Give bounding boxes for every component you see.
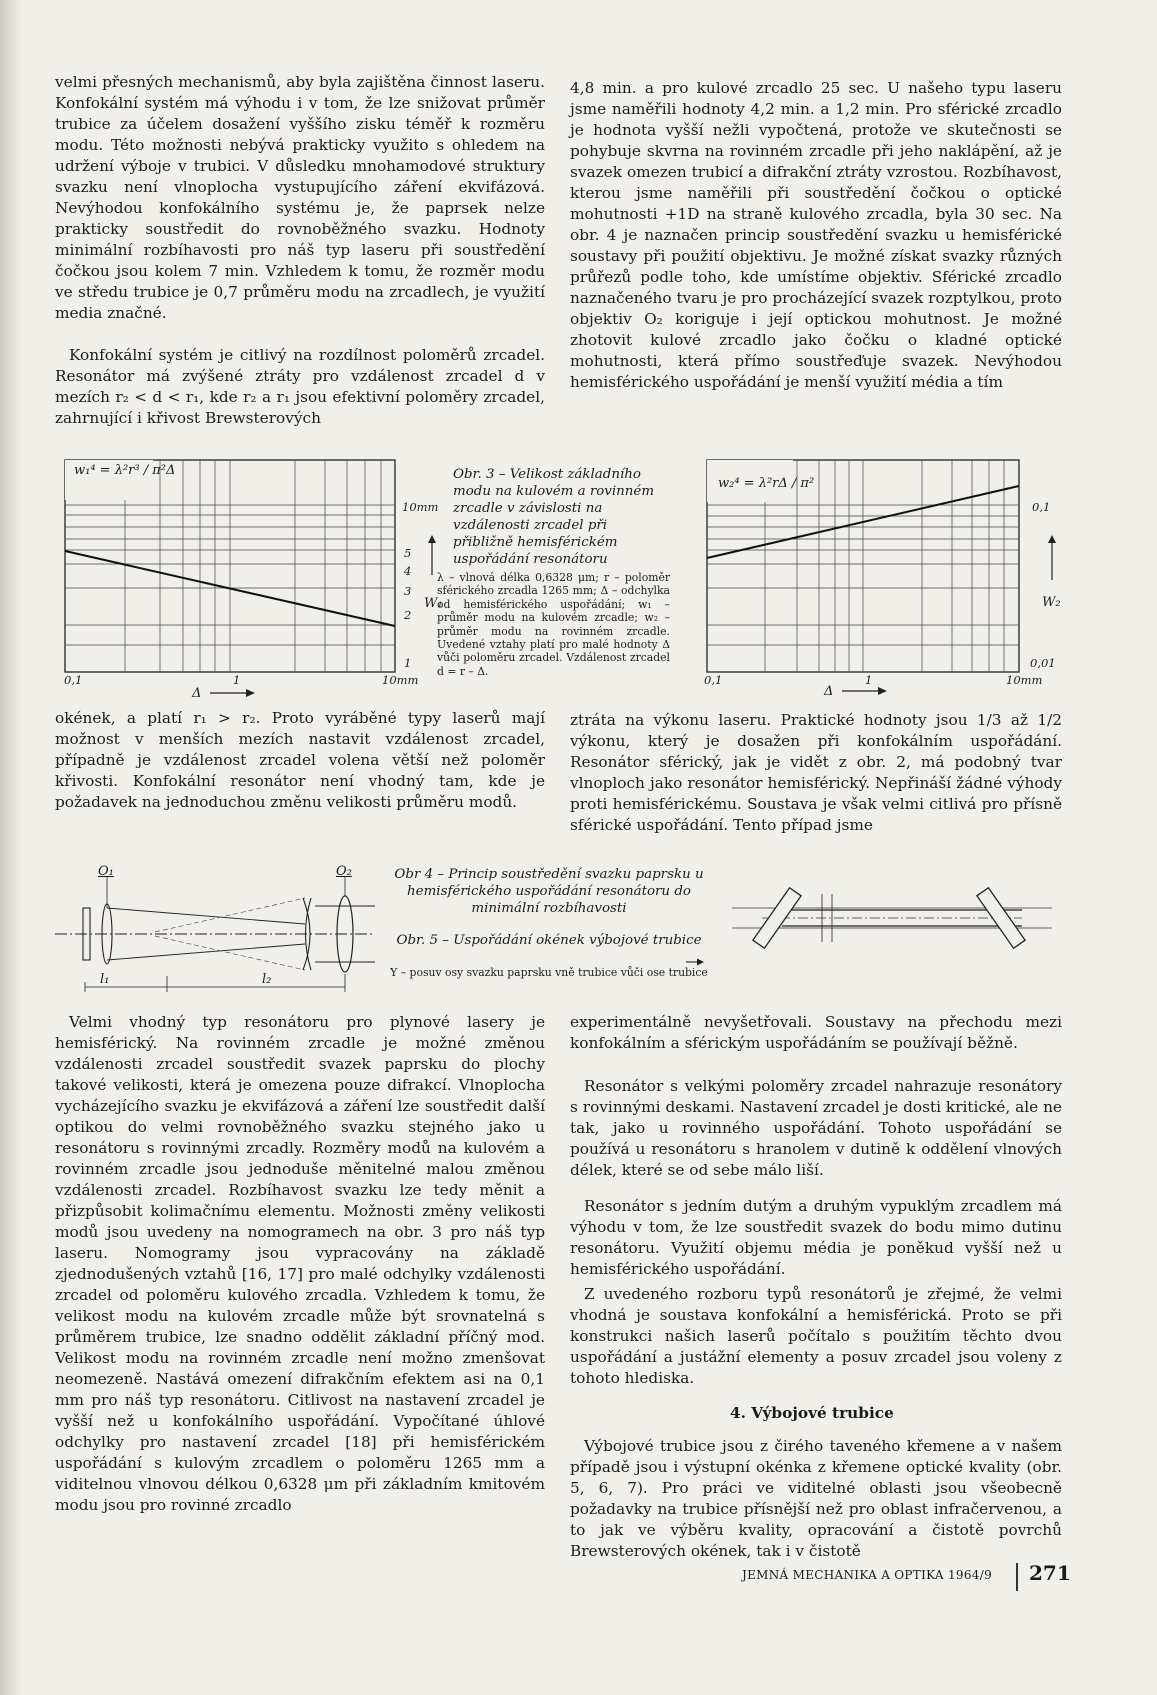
fig3-left-xlabel: Δ [192,686,202,701]
fig3-right-right-arrow [842,686,887,696]
journal-footer: JEMNÁ MECHANIKA A OPTIKA 1964/9 [742,1568,993,1582]
fig3-caption: Obr. 3 – Velikost základního modu na kulovém a rovinném zrcadle v závislosti na vzdálenosti zrcadel při přibližně hemisférickém uspořádání resonátoru [453,467,655,567]
fig3-left-right-arrow [210,688,255,698]
footer-divider [1016,1563,1018,1591]
section-heading: 4. Výbojové trubice [730,1404,894,1422]
fig4-caption: Obr 4 – Princip soustředění svazku paprsku u hemisférického uspořádání resonátoru do minimální rozbíhavosti [394,867,704,916]
fig3-left-xtick-0: 0,1 [64,673,83,687]
fig3-left-xtick-1: 1 [233,673,241,687]
left-paragraph-1: velmi přesných mechanismů, aby byla zajištěna činnost laseru. Konfokální systém má výhodu i v tom, že lze snižovat průměr trubice za účelem dosažení vyššího zisku téměř k rozměru modu. Této možnosti nebývá prakticky využito s ohledem na udržení výboje v trubici. V důsledku mnohamodové struktury svazku není vlnoplocha vystupujícího záření ekvifázová. Nevýhodou konfokálního systému je, že paprsek nelze prakticky soustředit do rovnoběžného svazku. Hodnoty minimální rozbíhavosti pro náš typ laseru při soustředění čočkou jsou kolem 7 min. Vzhledem k tomu, že rozměr modu ve středu trubice je 0,7 průměru modu na zrcadlech, je využití media značné. [55,73,545,322]
fig3-formula-right: w₂⁴ = λ²rΔ / π² [718,476,815,491]
right-paragraph-5: Resonátor s jedním dutým a druhým vypuklým zrcadlem má výhodu v tom, že lze soustředit svazek do bodu mimo dutinu resonátoru. Využití objemu média je poněkud vyšší než u hemisférického uspořádání. [570,1197,1062,1278]
fig3-left-ytick-1: 5 [404,546,412,560]
fig5-note: Y – posuv osy svazku paprsku vně trubice vůči ose trubice [390,966,708,979]
fig3-left-nomogram [65,460,395,672]
right-paragraph-6: Z uvedeného rozboru typů resonátorů je zřejmé, že velmi vhodná je soustava konfokální a hemisférická. Proto se při konstrukci našich laserů počítalo s použitím těchto dvou uspořádání a justážní elementy a posuv zrcadel jsou voleny z tohoto hlediska. [570,1285,1062,1387]
fig3-left-ytick-4: 2 [404,608,412,622]
fig3-left-ytick-3: 3 [404,584,412,598]
left-paragraph-4: Velmi vhodný typ resonátoru pro plynové lasery je hemisférický. Na rovinném zrcadle je možné změnou vzdálenosti zrcadel soustředit svazek paprsku do plochy takové velikosti, která je omezena pouze difrakcí. Vlnoplocha vycházejícího svazku je ekvifázová a záření lze soustředit další optikou do velmi rovnoběžného svazku stejného jako u resonátoru s rovinnými zrcadly. Rozměry modů na kulovém a rovinném zrcadle jsou jednoduše měnitelné malou změnou vzdálenosti zrcadel. Rozbíhavost svazku lze tedy měnit a přizpůsobit kolimačnímu elementu. Možnosti změny velikosti modů jsou uvedeny na nomogramech na obr. 3 pro náš typ laseru. Nomogramy jsou vypracovány na základě zjednodušených vztahů [16, 17] pro malé odchylky vzdálenosti zrcadel od poloměru kulového zrcadla. Vzhledem k tomu, že velikost modu na kulovém zrcadle může být srovnatelná s průměrem trubice, lze snadno oddělit základní příčný mod. Velikost modu na rovinném zrcadle není možno zmenšovat neomezeně. Nastává omezení difrakčním efektem asi na 0,1 mm pro náš typ resonátoru. Citlivost na nastavení zrcadel je vyšší než u konfokálního uspořádání. Vypočítané úhlové odchylky pro nastavení zrcadel [18] při hemisférickém uspořádání s kulovým zrcadlem o poloměru 1265 mm a viditelnou vlnovou délkou 0,6328 μm při základním kmitovém modu jsou pro rovinné zrcadlo [55,1013,545,1514]
fig5-caption: Obr. 5 – Uspořádání okének výbojové trubice [396,933,702,948]
fig3-right-up-arrow [1048,535,1056,580]
right-paragraph-7: Výbojové trubice jsou z čirého taveného křemene a v našem případě jsou i výstupní okénka z křemene optické kvality (obr. 5, 6, 7). Pro práci ve viditelné oblasti jsou všeobecně požadavky na trubice přísnější než pro oblast infračervenou, a to jak ve výběru kvality, opracování a čistotě povrchů Brewsterových okének, tak i v čistotě [570,1437,1062,1560]
fig3-right-ylabel: W₂ [1042,595,1061,610]
fig3-note: λ – vlnová délka 0,6328 μm; r – poloměr sférického zrcadla 1265 mm; Δ – odchylka od hemisférického uspořádání; w₁ – průměr modu na kulovém zrcadle; w₂ – průměr modu na rovinném zrcadle. Uvedené vztahy platí pro malé hodnoty Δ vůči poloměru zrcadel. Vzdálenost zrcadel d = r – Δ. [437,571,670,678]
fig4-label-o2: O₂ [336,864,352,879]
right-paragraph-4: Resonátor s velkými poloměry zrcadel nahrazuje resonátory s rovinnými deskami. Nastavení zrcadel je dosti kritické, ale ne tak, jako u rovinného uspořádání. Tohoto uspořádání se používá u resonátoru s hranolem v dutině k oddělení vlnových délek, které se od sebe málo liší. [570,1077,1062,1179]
fig3-right-xtick-2: 10mm [1006,673,1043,687]
fig3-right-nomogram [707,460,1019,672]
right-paragraph-3: experimentálně nevyšetřovali. Soustavy na přechodu mezi konfokálním a sférickým uspořádáním se používají běžně. [570,1013,1062,1052]
fig3-left-up-arrow [428,535,436,575]
fig3-left-xtick-2: 10mm [382,673,419,687]
left-paragraph-3: okének, a platí r₁ > r₂. Proto vyráběné typy laserů mají možnost v menších mezích nastavit vzdálenost zrcadel, případně je vzdálenost zrcadel volena větší než poloměr křivosti. Konfokální resonátor není vhodný tam, kde je požadavek na jednoduchou změnu velikosti průměru modů. [55,709,545,811]
fig3-left-ytick-0: 10mm [402,500,439,514]
fig3-left-ytick-5: 1 [404,656,412,670]
fig3-right-xlabel: Δ [824,684,834,699]
fig4-label-l1: l₁ [100,972,110,987]
fig3-right-ytick-1: 0,01 [1030,656,1056,670]
page-number: 271 [1029,1561,1071,1585]
left-paragraph-2: Konfokální systém je citlivý na rozdílnost poloměrů zrcadel. Resonátor má zvýšené ztráty pro vzdálenost zrcadel d v mezích r₂ < d < r₁, kde r₂ a r₁ jsou efektivní poloměry zrcadel, zahrnující i křivost Brewsterových [55,346,545,427]
fig4-label-o1: O₁ [98,864,114,879]
fig4-label-l2: l₂ [262,972,272,987]
fig3-left-ytick-2: 4 [404,564,412,578]
fig5-caption-arrow [686,958,704,966]
fig5-tube-diagram [732,880,1052,960]
right-paragraph-1: 4,8 min. a pro kulové zrcadlo 25 sec. U našeho typu laseru jsme naměřili hodnoty 4,2 min. a 1,2 min. Pro sférické zrcadlo je hodnota vyšší nežli vypočtená, protože ve skutečnosti se pohybuje skvrna na rovinném zrcadle při jeho naklápění, až je svazek omezen trubicí a difrakční ztráty vzrostou. Rozbíhavost, kterou jsme naměřili při soustředění čočkou o optické mohutnosti +1D na straně kulového zrcadla, byla 30 sec. Na obr. 4 je naznačen princip soustředění svazku u hemisférické soustavy při použití objektivu. Je možné získat svazky různých průřezů podle toho, kde umístíme objektiv. Sférické zrcadlo naznačeného tvaru je pro procházející svazek rozptylkou, proto objektiv O₂ koriguje i její optickou mohutnost. Je možné zhotovit kulové zrcadlo jako čočku o kladné optické mohutnosti, která přímo soustřeďuje svazek. Nevýhodou hemisférického uspořádání je menší využití média a tím [570,79,1062,391]
fig3-right-xtick-0: 0,1 [704,673,723,687]
fig3-left-ylabel: W₁ [424,596,443,611]
page-binding-shadow [0,0,26,1695]
fig3-formula-left: w₁⁴ = λ²r³ / π²Δ [74,463,176,478]
fig3-right-ytick-0: 0,1 [1032,500,1051,514]
fig3-right-xtick-1: 1 [865,673,873,687]
right-paragraph-2: ztráta na výkonu laseru. Praktické hodnoty jsou 1/3 až 1/2 výkonu, který je dosažen při konfokálním uspořádání. Resonátor sférický, jak je vidět z obr. 2, má podobný tvar vlnoploch jako resonátor hemisférický. Nepřináší žádné výhody proti hemisférickému. Soustava je však velmi citlivá pro přísně sférické uspořádání. Tento případ jsme [570,711,1062,834]
